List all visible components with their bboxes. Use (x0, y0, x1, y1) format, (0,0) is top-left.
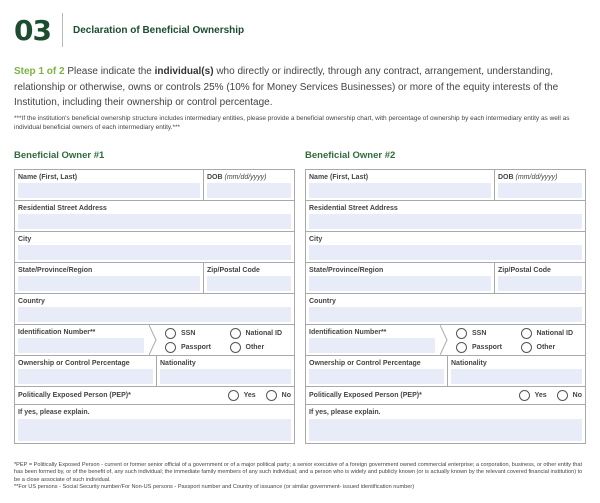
zip-input[interactable] (498, 276, 582, 291)
nationality-cell: Nationality (447, 356, 585, 386)
zip-input[interactable] (207, 276, 291, 291)
chevron-right-icon (440, 325, 448, 355)
id-type-passport[interactable]: Passport (165, 341, 230, 353)
city-cell: City (306, 232, 585, 262)
radio-icon (456, 342, 467, 353)
state-input[interactable] (309, 276, 491, 291)
ownership-input[interactable] (309, 369, 444, 384)
zip-cell: Zip/Postal Code (203, 263, 294, 293)
radio-icon (557, 390, 568, 401)
radio-icon (521, 328, 532, 339)
chevron-right-icon (149, 325, 157, 355)
ownership-chart-note: ***If the institution's beneficial ownership structure includes intermediary entities, please provide a beneficial ownership chart, with percentage of ownership by each intermediary entity as well as individual beneficial owners of each intermediary entity.*** (14, 115, 570, 131)
owner-title: Beneficial Owner #1 (14, 150, 105, 161)
explain-input[interactable] (309, 419, 582, 441)
nationality-input[interactable] (160, 369, 291, 384)
owner-form (305, 169, 586, 444)
dob-cell: DOB (mm/dd/yyyy) (203, 170, 294, 200)
nationality-cell: Nationality (156, 356, 294, 386)
ownership-input[interactable] (18, 369, 153, 384)
radio-icon (165, 342, 176, 353)
section-number: 03 (14, 13, 51, 47)
id-type-ssn[interactable]: SSN (456, 327, 521, 339)
city-cell: City (15, 232, 294, 262)
ownership-cell: Ownership or Control Percentage (306, 356, 447, 386)
radio-icon (230, 342, 241, 353)
state-cell: State/Province/Region (306, 263, 494, 293)
owner-form (14, 169, 295, 444)
header-divider (62, 13, 63, 47)
explain-cell: If yes, please explain. (15, 405, 294, 443)
section-title: Declaration of Beneficial Ownership (73, 24, 245, 36)
footnotes (14, 462, 586, 492)
pep-no[interactable]: No (266, 390, 291, 402)
ownership-cell: Ownership or Control Percentage (15, 356, 156, 386)
pep-no[interactable]: No (557, 390, 582, 402)
street-input[interactable] (18, 214, 291, 229)
intro-paragraph: Step 1 of 2 Please indicate the individual(s) who directly or indirectly, through any contract, arrangement, understanding, relationship or otherwise, owns or controls 25% (10% for Money Services Businesses) or more of the equity interests of the Institution, including their ownership or control percentage. (14, 66, 559, 108)
radio-icon (230, 328, 241, 339)
id-type-other[interactable]: Other (230, 341, 295, 353)
name-input[interactable] (309, 183, 491, 198)
owner-title: Beneficial Owner #2 (305, 150, 396, 161)
id-type-national-id[interactable]: National ID (521, 327, 586, 339)
dob-cell: DOB (mm/dd/yyyy) (494, 170, 585, 200)
country-input[interactable] (18, 307, 291, 322)
id-type-options (156, 325, 294, 355)
name-cell: Name (First, Last) (306, 170, 494, 200)
name-input[interactable] (18, 183, 200, 198)
id-type-passport[interactable]: Passport (456, 341, 521, 353)
radio-icon (165, 328, 176, 339)
id-type-other[interactable]: Other (521, 341, 586, 353)
id-type-ssn[interactable]: SSN (165, 327, 230, 339)
street-cell: Residential Street Address (306, 201, 585, 231)
street-cell: Residential Street Address (15, 201, 294, 231)
radio-icon (266, 390, 277, 401)
dob-input[interactable] (498, 183, 582, 198)
step-indicator: Step 1 of 2 (14, 66, 65, 77)
pep-row: Politically Exposed Person (PEP)* Yes No (15, 387, 294, 405)
explain-input[interactable] (18, 419, 291, 441)
radio-icon (521, 342, 532, 353)
id-definition: **For US persons - Social Security number/For Non-US persons - Passport number and Country of issuance (or similar government- issued identification number) (14, 484, 415, 491)
pep-row: Politically Exposed Person (PEP)* Yes No (306, 387, 585, 405)
state-cell: State/Province/Region (15, 263, 203, 293)
id-number-input[interactable] (18, 338, 144, 353)
nationality-input[interactable] (451, 369, 582, 384)
id-type-national-id[interactable]: National ID (230, 327, 295, 339)
id-number-cell: Identification Number** (306, 325, 447, 355)
country-cell: Country (306, 294, 585, 324)
street-input[interactable] (309, 214, 582, 229)
id-type-options (447, 325, 585, 355)
city-input[interactable] (309, 245, 582, 260)
explain-cell: If yes, please explain. (306, 405, 585, 443)
pep-yes[interactable]: Yes (228, 390, 256, 402)
beneficial-owner-2 (305, 150, 586, 444)
id-number-input[interactable] (309, 338, 435, 353)
city-input[interactable] (18, 245, 291, 260)
pep-definition: *PEP = Politically Exposed Person - current or former senior official of a government or of a major political party; a senior executive of a foreign government owned commercial enterprise; a corporation, business, or other entity that has been formed by, or of the benefit of, any such individual; the immediate family members of any such individual; and a person who is widely and publicly known (or is actually known by the relevant covered financial institution) to be a close associate of such individual. (14, 462, 583, 483)
id-number-cell: Identification Number** (15, 325, 156, 355)
pep-yes[interactable]: Yes (519, 390, 547, 402)
radio-icon (456, 328, 467, 339)
name-cell: Name (First, Last) (15, 170, 203, 200)
radio-icon (228, 390, 239, 401)
zip-cell: Zip/Postal Code (494, 263, 585, 293)
beneficial-owner-1 (14, 150, 295, 444)
country-input[interactable] (309, 307, 582, 322)
dob-input[interactable] (207, 183, 291, 198)
section-header (14, 12, 244, 48)
radio-icon (519, 390, 530, 401)
state-input[interactable] (18, 276, 200, 291)
country-cell: Country (15, 294, 294, 324)
